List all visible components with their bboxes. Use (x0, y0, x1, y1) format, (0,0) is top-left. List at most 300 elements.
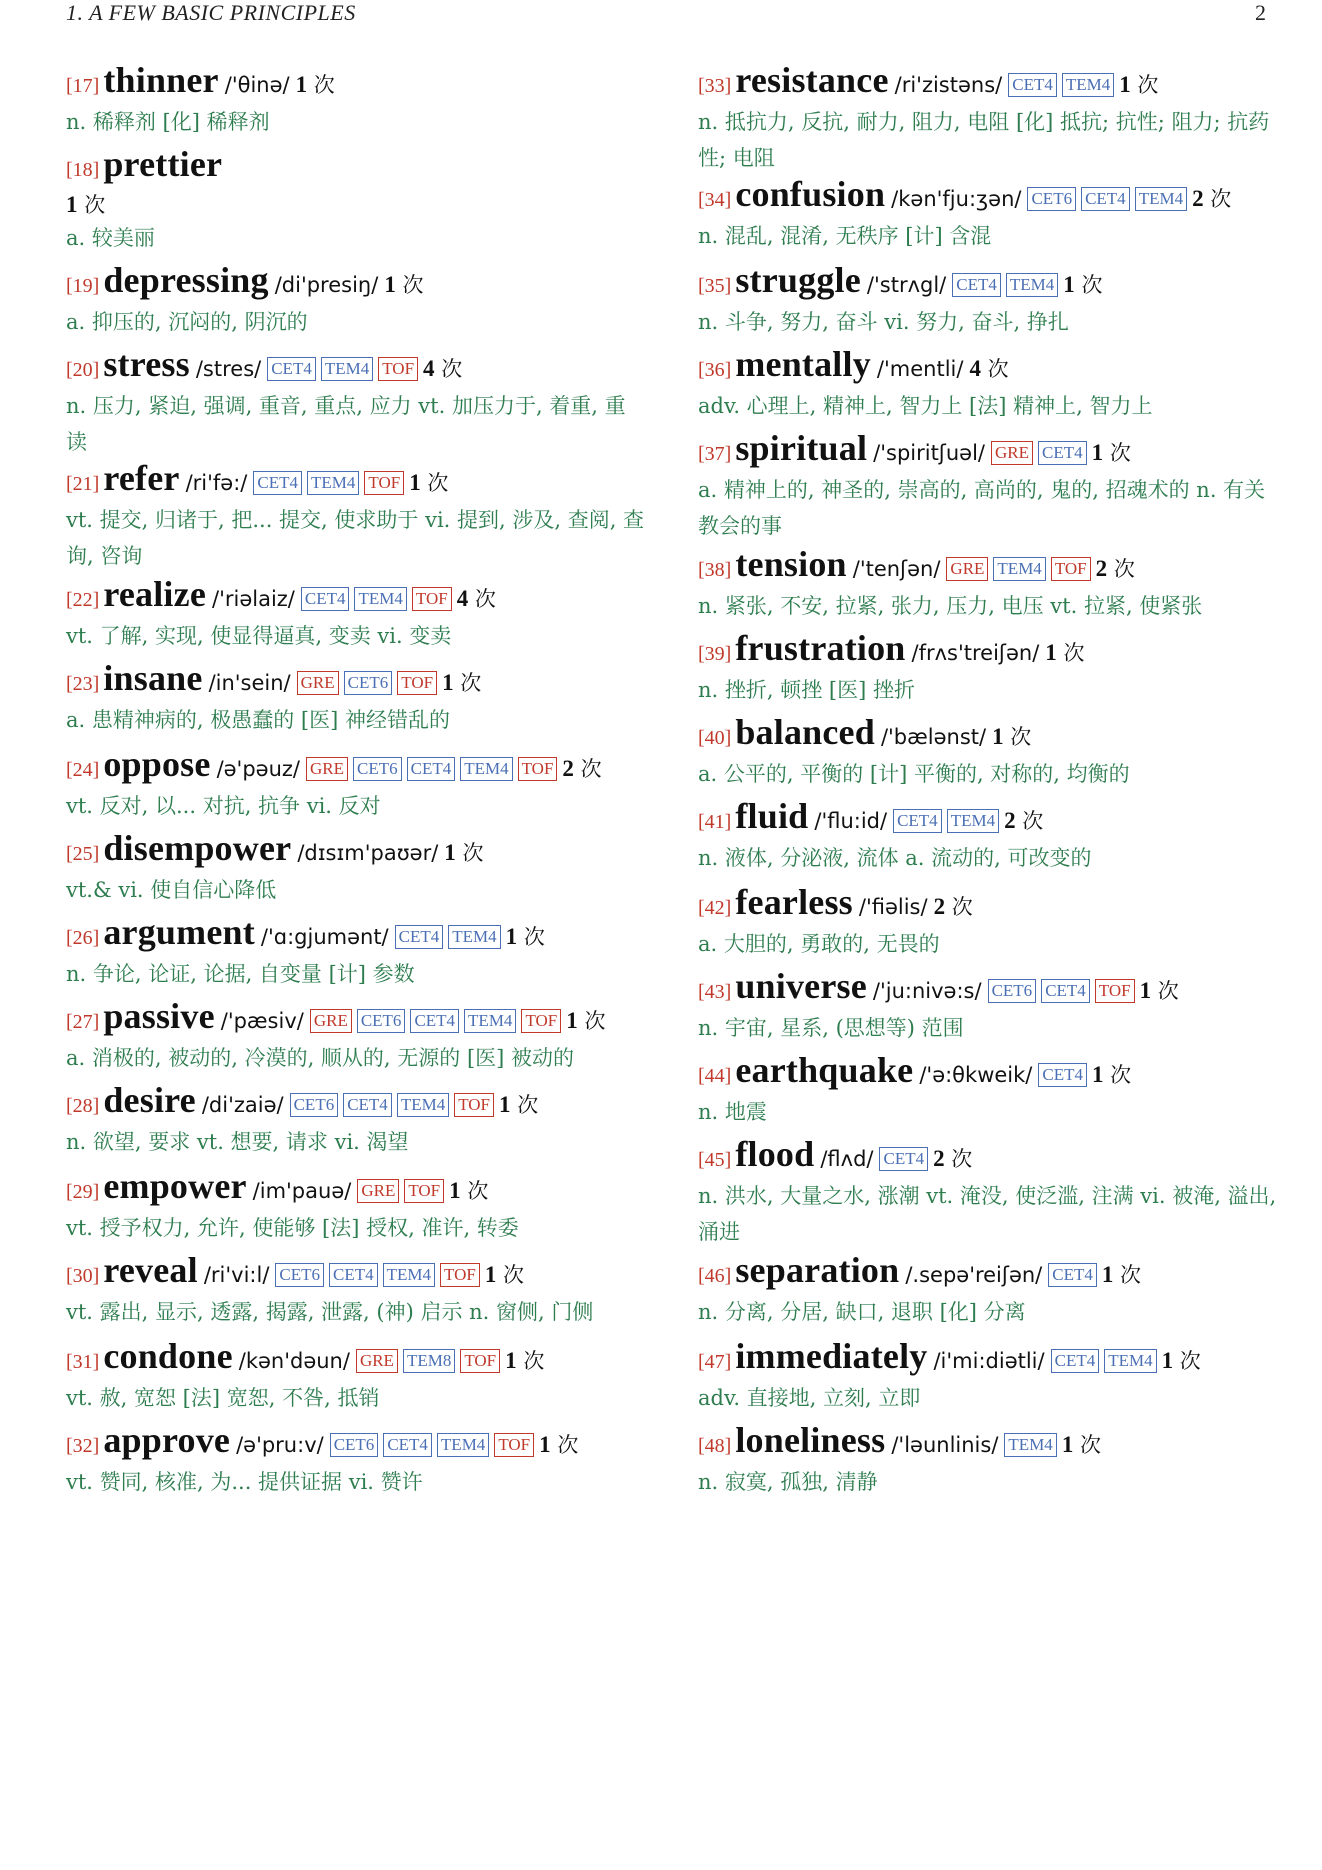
count-unit: 次 (987, 357, 1009, 381)
entry-headline (698, 544, 1278, 590)
phonetic: /'ju:nivə:s/ (872, 979, 982, 1003)
exam-tag-tof: TOF (1095, 979, 1135, 1003)
frequency-count (1063, 265, 1102, 305)
exam-tag-gre: GRE (356, 1349, 398, 1373)
definition: n. 欲望, 要求 vt. 想要, 请求 vi. 渴望 (66, 1130, 409, 1154)
phonetic: /ə'pru:v/ (236, 1433, 324, 1457)
definition: a. 较美丽 (66, 226, 155, 250)
phonetic: /'bælənst/ (880, 725, 987, 749)
entry-headline (698, 882, 1278, 928)
exam-tag-cet4: CET4 (879, 1147, 928, 1171)
exam-tag-tem4: TEM4 (383, 1263, 435, 1287)
count-number: 1 (539, 1432, 551, 1457)
exam-tag-tof: TOF (397, 671, 437, 695)
headword: loneliness (735, 1420, 886, 1460)
exam-tag-tem8: TEM8 (403, 1349, 455, 1373)
vocab-entry (698, 1336, 1278, 1416)
phonetic: /ə'pəuz/ (216, 757, 300, 781)
phonetic: /'ləunlinis/ (891, 1433, 999, 1457)
count-number: 1 (442, 670, 454, 695)
definition: adv. 心理上, 精神上, 智力上 [法] 精神上, 智力上 (698, 394, 1153, 418)
frequency-count (296, 65, 335, 105)
headword: desire (103, 1080, 196, 1120)
headword: reveal (103, 1250, 198, 1290)
headword: approve (103, 1420, 231, 1460)
phonetic: /.sepə'reiʃən/ (905, 1263, 1043, 1287)
frequency-count (499, 1085, 538, 1125)
page-header (66, 0, 1266, 28)
count-number: 1 (1139, 978, 1152, 1003)
frequency-count (442, 663, 481, 703)
frequency-count (1119, 65, 1158, 105)
headword: frustration (735, 628, 906, 668)
entry-number: [48] (698, 1435, 732, 1457)
frequency-count (423, 349, 462, 389)
count-number: 1 (499, 1092, 511, 1117)
phonetic: /frʌs'treiʃən/ (911, 641, 1040, 665)
phonetic: /'fiəlis/ (858, 895, 928, 919)
frequency-count (539, 1425, 578, 1465)
definition: n. 紧张, 不安, 拉紧, 张力, 压力, 电压 vt. 拉紧, 使紧张 (698, 594, 1203, 618)
count-number: 1 (295, 72, 308, 97)
exam-tag-cet4: CET4 (267, 357, 316, 381)
headword: disempower (103, 828, 292, 868)
entry-headline (66, 458, 646, 504)
exam-tag-cet4: CET4 (1008, 73, 1057, 97)
page-number: 2 (1255, 0, 1266, 25)
entry-number: [37] (698, 443, 732, 465)
headword: argument (103, 912, 255, 952)
exam-tag-tem4: TEM4 (397, 1093, 449, 1117)
entry-number: [21] (66, 473, 100, 495)
entry-headline (66, 1336, 646, 1382)
entry-headline (698, 628, 1278, 674)
count-unit: 次 (580, 757, 602, 781)
exam-tag-cet4: CET4 (407, 757, 456, 781)
frequency-count (566, 1001, 605, 1041)
vocab-entry (698, 260, 1278, 340)
exam-tag-tof: TOF (440, 1263, 480, 1287)
count-number: 1 (992, 724, 1004, 749)
vocab-entry (698, 1050, 1278, 1130)
entry-headline (698, 1336, 1278, 1382)
count-unit: 次 (1110, 1063, 1132, 1087)
count-number: 1 (1091, 440, 1104, 465)
definition: n. 争论, 论证, 论据, 自变量 [计] 参数 (66, 962, 415, 986)
definition: vt. 授予权力, 允许, 使能够 [法] 授权, 准许, 转委 (66, 1216, 519, 1240)
count-unit: 次 (1157, 979, 1179, 1003)
vocab-entry (66, 1420, 646, 1500)
count-number: 1 (409, 470, 421, 495)
count-unit: 次 (462, 841, 484, 865)
entry-headline (66, 912, 646, 958)
entry-headline (66, 344, 646, 390)
count-number: 1 (1061, 1432, 1074, 1457)
vocab-entry (66, 1166, 646, 1246)
phonetic: /'pæsiv/ (220, 1009, 304, 1033)
count-unit: 次 (460, 671, 482, 695)
phonetic: /'strʌgl/ (866, 273, 947, 297)
phonetic: /stres/ (195, 357, 262, 381)
vocab-entry (66, 1080, 646, 1160)
entry-headline (698, 428, 1278, 474)
frequency-count (505, 1341, 544, 1381)
count-unit: 次 (313, 73, 335, 97)
exam-tag-gre: GRE (297, 671, 339, 695)
entry-number: [35] (698, 275, 732, 297)
vocab-entry (698, 60, 1278, 176)
exam-tag-cet4: CET4 (893, 809, 942, 833)
count-unit: 次 (1113, 557, 1135, 581)
phonetic: /'ɑ:gjumənt/ (260, 925, 389, 949)
definition: vt. 露出, 显示, 透露, 揭露, 泄露, (神) 启示 n. 窗侧, 门侧 (66, 1300, 594, 1324)
count-number: 1 (1161, 1348, 1174, 1373)
count-number: 1 (444, 840, 456, 865)
headword: thinner (103, 60, 219, 100)
headword: passive (103, 996, 215, 1036)
exam-tag-tof: TOF (521, 1009, 561, 1033)
entry-headline (66, 1420, 646, 1466)
count-unit: 次 (427, 471, 449, 495)
count-unit: 次 (84, 193, 106, 217)
entry-number: [25] (66, 843, 100, 865)
vocab-entry (698, 544, 1278, 624)
exam-tag-tof: TOF (378, 357, 418, 381)
headword: universe (735, 966, 867, 1006)
count-number: 4 (423, 356, 435, 381)
headword: depressing (103, 260, 269, 300)
vocab-entry (66, 260, 646, 340)
headword: prettier (103, 144, 223, 184)
phonetic: /dɪsɪm'paʊər/ (297, 841, 439, 865)
exam-tag-tem4: TEM4 (321, 357, 373, 381)
entry-number: [45] (698, 1149, 732, 1171)
exam-tag-gre: GRE (357, 1179, 399, 1203)
count-number: 2 (1095, 556, 1108, 581)
definition: n. 压力, 紧迫, 强调, 重音, 重点, 应力 vt. 加压力于, 着重, 重读 (66, 394, 626, 454)
entry-number: [17] (66, 75, 100, 97)
definition: vt. 提交, 归诸于, 把... 提交, 使求助于 vi. 提到, 涉及, 查阅, 查询, 咨询 (66, 508, 645, 568)
frequency-count (384, 265, 423, 305)
vocab-entry (66, 828, 646, 908)
definition: vt. 反对, 以... 对抗, 抗争 vi. 反对 (66, 794, 381, 818)
frequency-count (1140, 971, 1179, 1011)
count-unit: 次 (951, 895, 973, 919)
frequency-count (449, 1171, 488, 1211)
definition: n. 宇宙, 星系, (思想等) 范围 (698, 1016, 964, 1040)
exam-tag-cet4: CET4 (343, 1093, 392, 1117)
count-number: 2 (1004, 808, 1016, 833)
count-number: 1 (566, 1008, 578, 1033)
exam-tag-tem4: TEM4 (1062, 73, 1114, 97)
frequency-count (992, 717, 1031, 757)
exam-tag-cet6: CET6 (275, 1263, 324, 1287)
frequency-count (1102, 1255, 1141, 1295)
phonetic: /flʌd/ (820, 1147, 874, 1171)
headword: immediately (735, 1336, 928, 1376)
exam-tag-cet4: CET4 (1048, 1263, 1097, 1287)
headword: oppose (103, 744, 211, 784)
entry-headline (698, 796, 1278, 842)
count-unit: 次 (1120, 1263, 1142, 1287)
entry-headline (66, 144, 646, 190)
count-number: 1 (66, 192, 78, 217)
definition: vt. 了解, 实现, 使显得逼真, 变卖 vi. 变卖 (66, 624, 452, 648)
entry-number: [27] (66, 1011, 100, 1033)
headword: fearless (735, 882, 853, 922)
entry-headline (66, 1166, 646, 1212)
exam-tag-cet6: CET6 (290, 1093, 339, 1117)
headword: spiritual (735, 428, 868, 468)
count-number: 1 (1045, 640, 1057, 665)
exam-tag-cet4: CET4 (253, 471, 302, 495)
entry-number: [26] (66, 927, 100, 949)
frequency-count (1162, 1341, 1201, 1381)
entry-headline (66, 60, 646, 106)
exam-tag-cet4: CET4 (329, 1263, 378, 1287)
exam-tag-tem4: TEM4 (1135, 187, 1187, 211)
entry-number: [43] (698, 981, 732, 1003)
frequency-count (562, 749, 601, 789)
entry-number: [46] (698, 1265, 732, 1287)
exam-tag-cet6: CET6 (330, 1433, 379, 1457)
definition: n. 混乱, 混淆, 无秩序 [计] 含混 (698, 224, 992, 248)
entry-headline (698, 1134, 1278, 1180)
frequency-count (1092, 433, 1131, 473)
count-number: 2 (562, 756, 574, 781)
exam-tag-cet4: CET4 (1038, 441, 1087, 465)
exam-tag-tof: TOF (518, 757, 558, 781)
definition: n. 液体, 分泌液, 流体 a. 流动的, 可改变的 (698, 846, 1092, 870)
headword: earthquake (735, 1050, 914, 1090)
entry-headline (698, 1050, 1278, 1096)
frequency-count (933, 1139, 972, 1179)
frequency-count (934, 887, 973, 927)
entry-headline (66, 260, 646, 306)
phonetic: /'flu:id/ (814, 809, 888, 833)
vocab-entry (698, 1134, 1278, 1250)
entry-number: [41] (698, 811, 732, 833)
count-number: 1 (1091, 1062, 1104, 1087)
definition: n. 挫折, 顿挫 [医] 挫折 (698, 678, 915, 702)
exam-tag-tem4: TEM4 (1104, 1349, 1156, 1373)
vocab-entry (698, 628, 1278, 708)
exam-tag-tof: TOF (454, 1093, 494, 1117)
headword: insane (103, 658, 203, 698)
definition: vt. 赞同, 核准, 为... 提供证据 vi. 赞许 (66, 1470, 423, 1494)
headword: empower (103, 1166, 247, 1206)
exam-tag-cet6: CET6 (988, 979, 1037, 1003)
phonetic: /di'zaiə/ (201, 1093, 284, 1117)
phonetic: /'ə:θkweik/ (919, 1063, 1033, 1087)
count-number: 1 (1101, 1262, 1114, 1287)
headword: fluid (735, 796, 809, 836)
exam-tag-tem4: TEM4 (460, 757, 512, 781)
entry-number: [42] (698, 897, 732, 919)
definition: a. 公平的, 平衡的 [计] 平衡的, 对称的, 均衡的 (698, 762, 1130, 786)
count-unit: 次 (1137, 73, 1159, 97)
phonetic: /'mentli/ (876, 357, 964, 381)
entry-number: [33] (698, 75, 732, 97)
frequency-count (485, 1255, 524, 1295)
entry-number: [44] (698, 1065, 732, 1087)
count-number: 4 (456, 586, 469, 611)
phonetic: /'θinə/ (224, 73, 290, 97)
exam-tag-tof: TOF (404, 1179, 444, 1203)
count-unit: 次 (523, 925, 545, 949)
vocab-entry (66, 1250, 646, 1330)
count-unit: 次 (557, 1433, 579, 1457)
exam-tag-tem4: TEM4 (993, 557, 1045, 581)
definition: n. 地震 (698, 1100, 767, 1124)
definition: n. 斗争, 努力, 奋斗 vi. 努力, 奋斗, 挣扎 (698, 310, 1069, 334)
vocab-entry (698, 796, 1278, 876)
count-number: 1 (1119, 72, 1131, 97)
phonetic: /i'mi:diətli/ (933, 1349, 1045, 1373)
count-unit: 次 (402, 273, 424, 297)
definition: adv. 直接地, 立刻, 立即 (698, 1386, 921, 1410)
count-unit: 次 (1063, 641, 1085, 665)
chapter-title: 1. A FEW BASIC PRINCIPLES (66, 0, 356, 25)
definition: a. 大胆的, 勇敢的, 无畏的 (698, 932, 940, 956)
frequency-count (409, 463, 448, 503)
definition: a. 患精神病的, 极愚蠢的 [医] 神经错乱的 (66, 708, 450, 732)
count-unit: 次 (1179, 1349, 1201, 1373)
frequency-count (506, 917, 545, 957)
entry-headline (698, 344, 1278, 390)
entry-number: [47] (698, 1351, 732, 1373)
exam-tag-gre: GRE (946, 557, 988, 581)
frequency-count (1062, 1425, 1101, 1465)
exam-tag-tem4: TEM4 (354, 587, 406, 611)
vocab-entry (66, 458, 646, 574)
vocab-entry (66, 912, 646, 992)
vocab-entry (66, 658, 646, 738)
vocab-entry (66, 744, 646, 824)
exam-tag-tem4: TEM4 (1004, 1433, 1056, 1457)
frequency-count (1092, 1055, 1131, 1095)
phonetic: /kən'fju:ʒən/ (891, 187, 1022, 211)
entry-number: [24] (66, 759, 100, 781)
vocab-entry (698, 712, 1278, 792)
entry-headline (698, 60, 1278, 106)
exam-tag-cet4: CET4 (1081, 187, 1130, 211)
count-unit: 次 (1010, 725, 1032, 749)
frequency-count (1004, 801, 1043, 841)
definition: vt.& vi. 使自信心降低 (66, 878, 277, 902)
exam-tag-tem4: TEM4 (947, 809, 999, 833)
vocab-entry (698, 1420, 1278, 1500)
exam-tag-tem4: TEM4 (437, 1433, 489, 1457)
vocab-entry (66, 1336, 646, 1416)
exam-tag-cet6: CET6 (1027, 187, 1076, 211)
definition: a. 抑压的, 沉闷的, 阴沉的 (66, 310, 308, 334)
frequency-count (66, 193, 105, 217)
entry-number: [31] (66, 1351, 100, 1373)
phonetic: /ri'zistəns/ (894, 73, 1003, 97)
phonetic: /in'sein/ (208, 671, 291, 695)
count-number: 4 (969, 356, 981, 381)
count-number: 1 (1063, 272, 1075, 297)
count-unit: 次 (584, 1009, 606, 1033)
definition: n. 分离, 分居, 缺口, 退职 [化] 分离 (698, 1300, 1026, 1324)
entry-headline (66, 1080, 646, 1126)
headword: resistance (735, 60, 889, 100)
entry-number: [38] (698, 559, 732, 581)
exam-tag-tof: TOF (460, 1349, 500, 1373)
definition: n. 稀释剂 [化] 稀释剂 (66, 110, 270, 134)
exam-tag-gre: GRE (310, 1009, 352, 1033)
exam-tag-gre: GRE (991, 441, 1033, 465)
phonetic: /di'presiŋ/ (274, 273, 379, 297)
vocab-entry (698, 966, 1278, 1046)
entry-number: [20] (66, 359, 100, 381)
definition: a. 精神上的, 神圣的, 崇高的, 高尚的, 鬼的, 招魂术的 n. 有关教会的事 (698, 478, 1266, 538)
exam-tag-tem4: TEM4 (448, 925, 500, 949)
exam-tag-tof: TOF (494, 1433, 534, 1457)
vocab-entry (698, 1250, 1278, 1330)
exam-tag-cet4: CET4 (395, 925, 444, 949)
exam-tag-cet4: CET4 (1038, 1063, 1087, 1087)
frequency-count (444, 833, 483, 873)
entry-headline (698, 966, 1278, 1012)
frequency-count (969, 349, 1008, 389)
count-unit: 次 (441, 357, 463, 381)
entry-headline (698, 712, 1278, 758)
count-unit: 次 (1022, 809, 1044, 833)
count-unit: 次 (1081, 273, 1103, 297)
entry-headline (66, 1250, 646, 1296)
definition: n. 洪水, 大量之水, 涨潮 vt. 淹没, 使泛滥, 注满 vi. 被淹, 溢出, 涌进 (698, 1184, 1277, 1244)
entry-number: [29] (66, 1181, 100, 1203)
count-number: 2 (933, 1146, 945, 1171)
entry-headline (698, 174, 1278, 220)
entry-number: [32] (66, 1435, 100, 1457)
vocab-entry (698, 344, 1278, 424)
entry-number: [18] (66, 159, 100, 181)
exam-tag-cet4: CET4 (383, 1433, 432, 1457)
entry-headline (66, 744, 646, 790)
entry-headline (66, 828, 646, 874)
entry-headline (698, 1250, 1278, 1296)
exam-tag-cet4: CET4 (952, 273, 1001, 297)
exam-tag-tem4: TEM4 (1006, 273, 1058, 297)
exam-tag-cet4: CET4 (1041, 979, 1090, 1003)
headword: refer (103, 458, 180, 498)
phonetic: /ri'fə:/ (185, 471, 248, 495)
headword: balanced (735, 712, 875, 752)
exam-tag-cet4: CET4 (301, 587, 350, 611)
phonetic: /'riəlaiz/ (212, 587, 295, 611)
exam-tag-tem4: TEM4 (307, 471, 359, 495)
headword: flood (735, 1134, 815, 1174)
count-number: 2 (933, 894, 946, 919)
phonetic: /kən'dəun/ (238, 1349, 350, 1373)
headword: realize (103, 574, 206, 614)
phonetic: /'tenʃən/ (852, 557, 941, 581)
exam-tag-gre: GRE (306, 757, 348, 781)
count-unit: 次 (474, 587, 496, 611)
exam-tag-cet4: CET4 (410, 1009, 459, 1033)
entry-headline (66, 574, 646, 620)
entry-number: [36] (698, 359, 732, 381)
headword: mentally (735, 344, 871, 384)
headword: tension (735, 544, 847, 584)
entry-number: [22] (66, 589, 100, 611)
count-unit: 次 (1080, 1433, 1101, 1457)
count-unit: 次 (951, 1147, 973, 1171)
count-number: 1 (505, 924, 518, 949)
